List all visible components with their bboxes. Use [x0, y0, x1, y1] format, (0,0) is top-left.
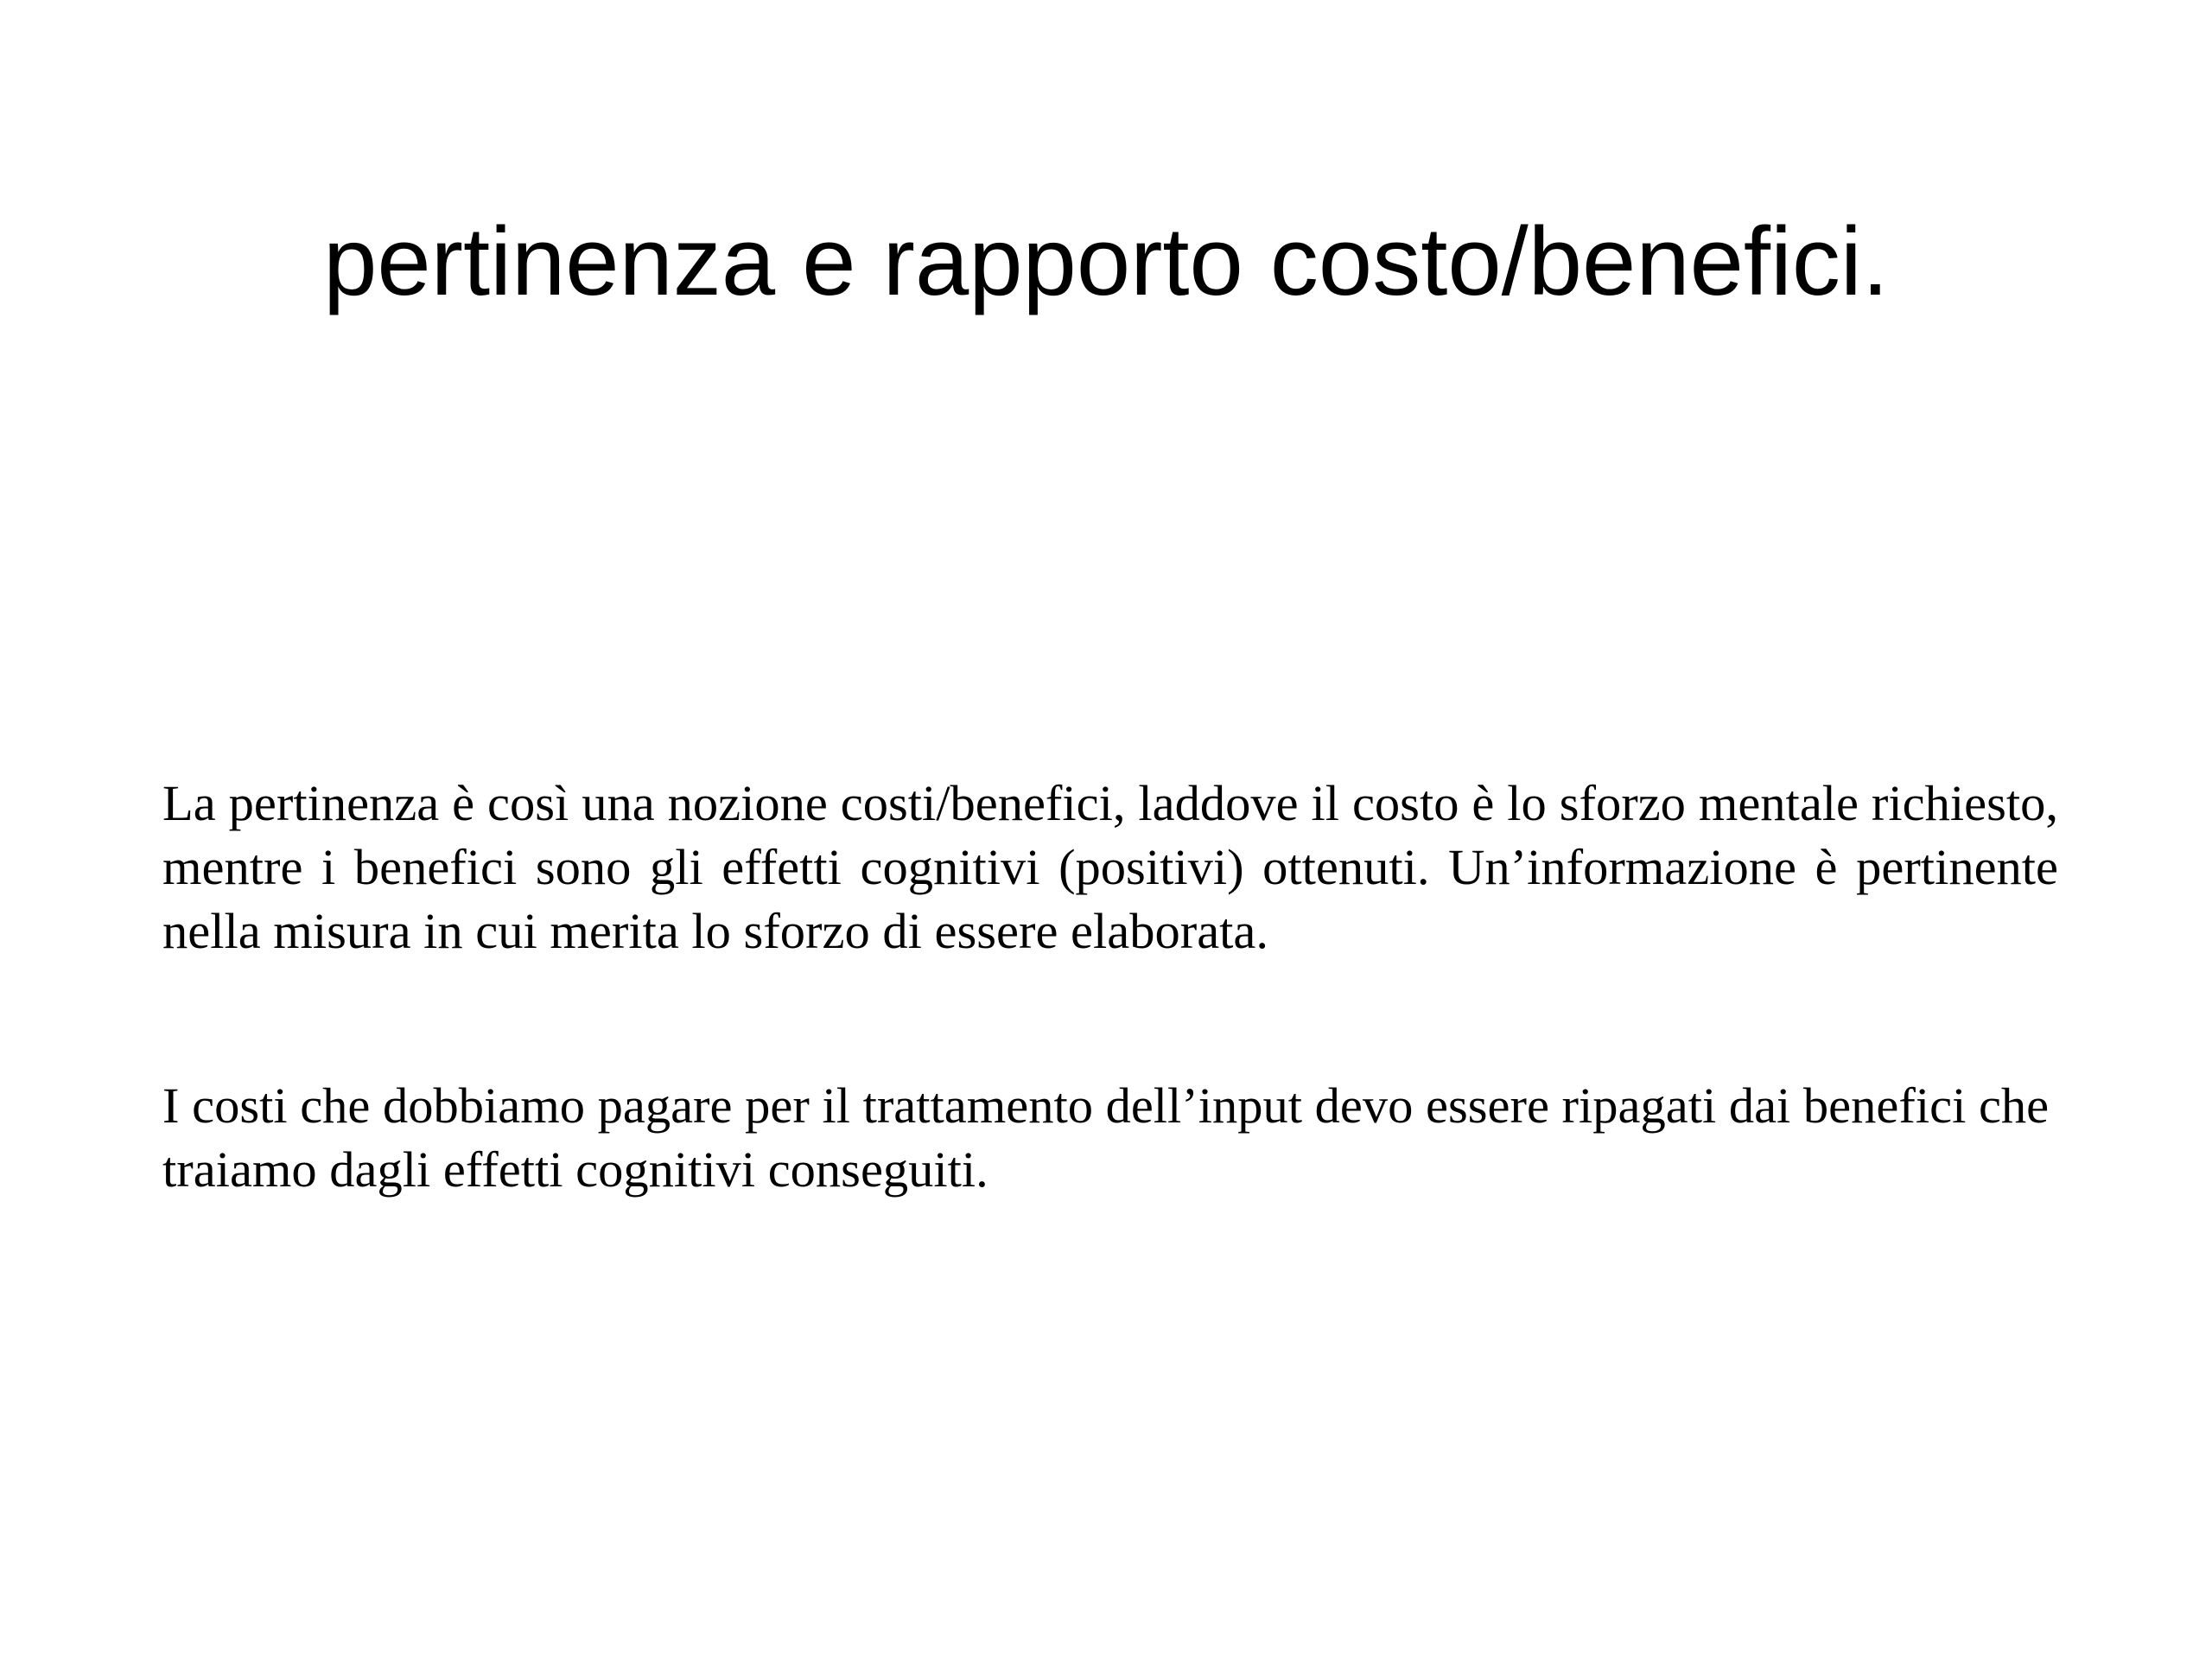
slide-title: pertinenza e rapporto costo/benefici.	[323, 207, 1889, 315]
body-paragraph-2: I costi che dobbiamo pagare per il trattamento dell’input devo essere ripagati dai benefici che traiamo dagli effetti cognitivi conseguiti.	[162, 1077, 2050, 1198]
body-paragraph-1: La pertinenza è così una nozione costi/benefici, laddove il costo è lo sforzo mentale richiesto, mentre i benefici sono gli effetti cognitivi (positivi) ottenuti. Un’informazione è pertinente nella misura in cui merita lo sforzo di essere elaborata.	[162, 775, 2058, 959]
